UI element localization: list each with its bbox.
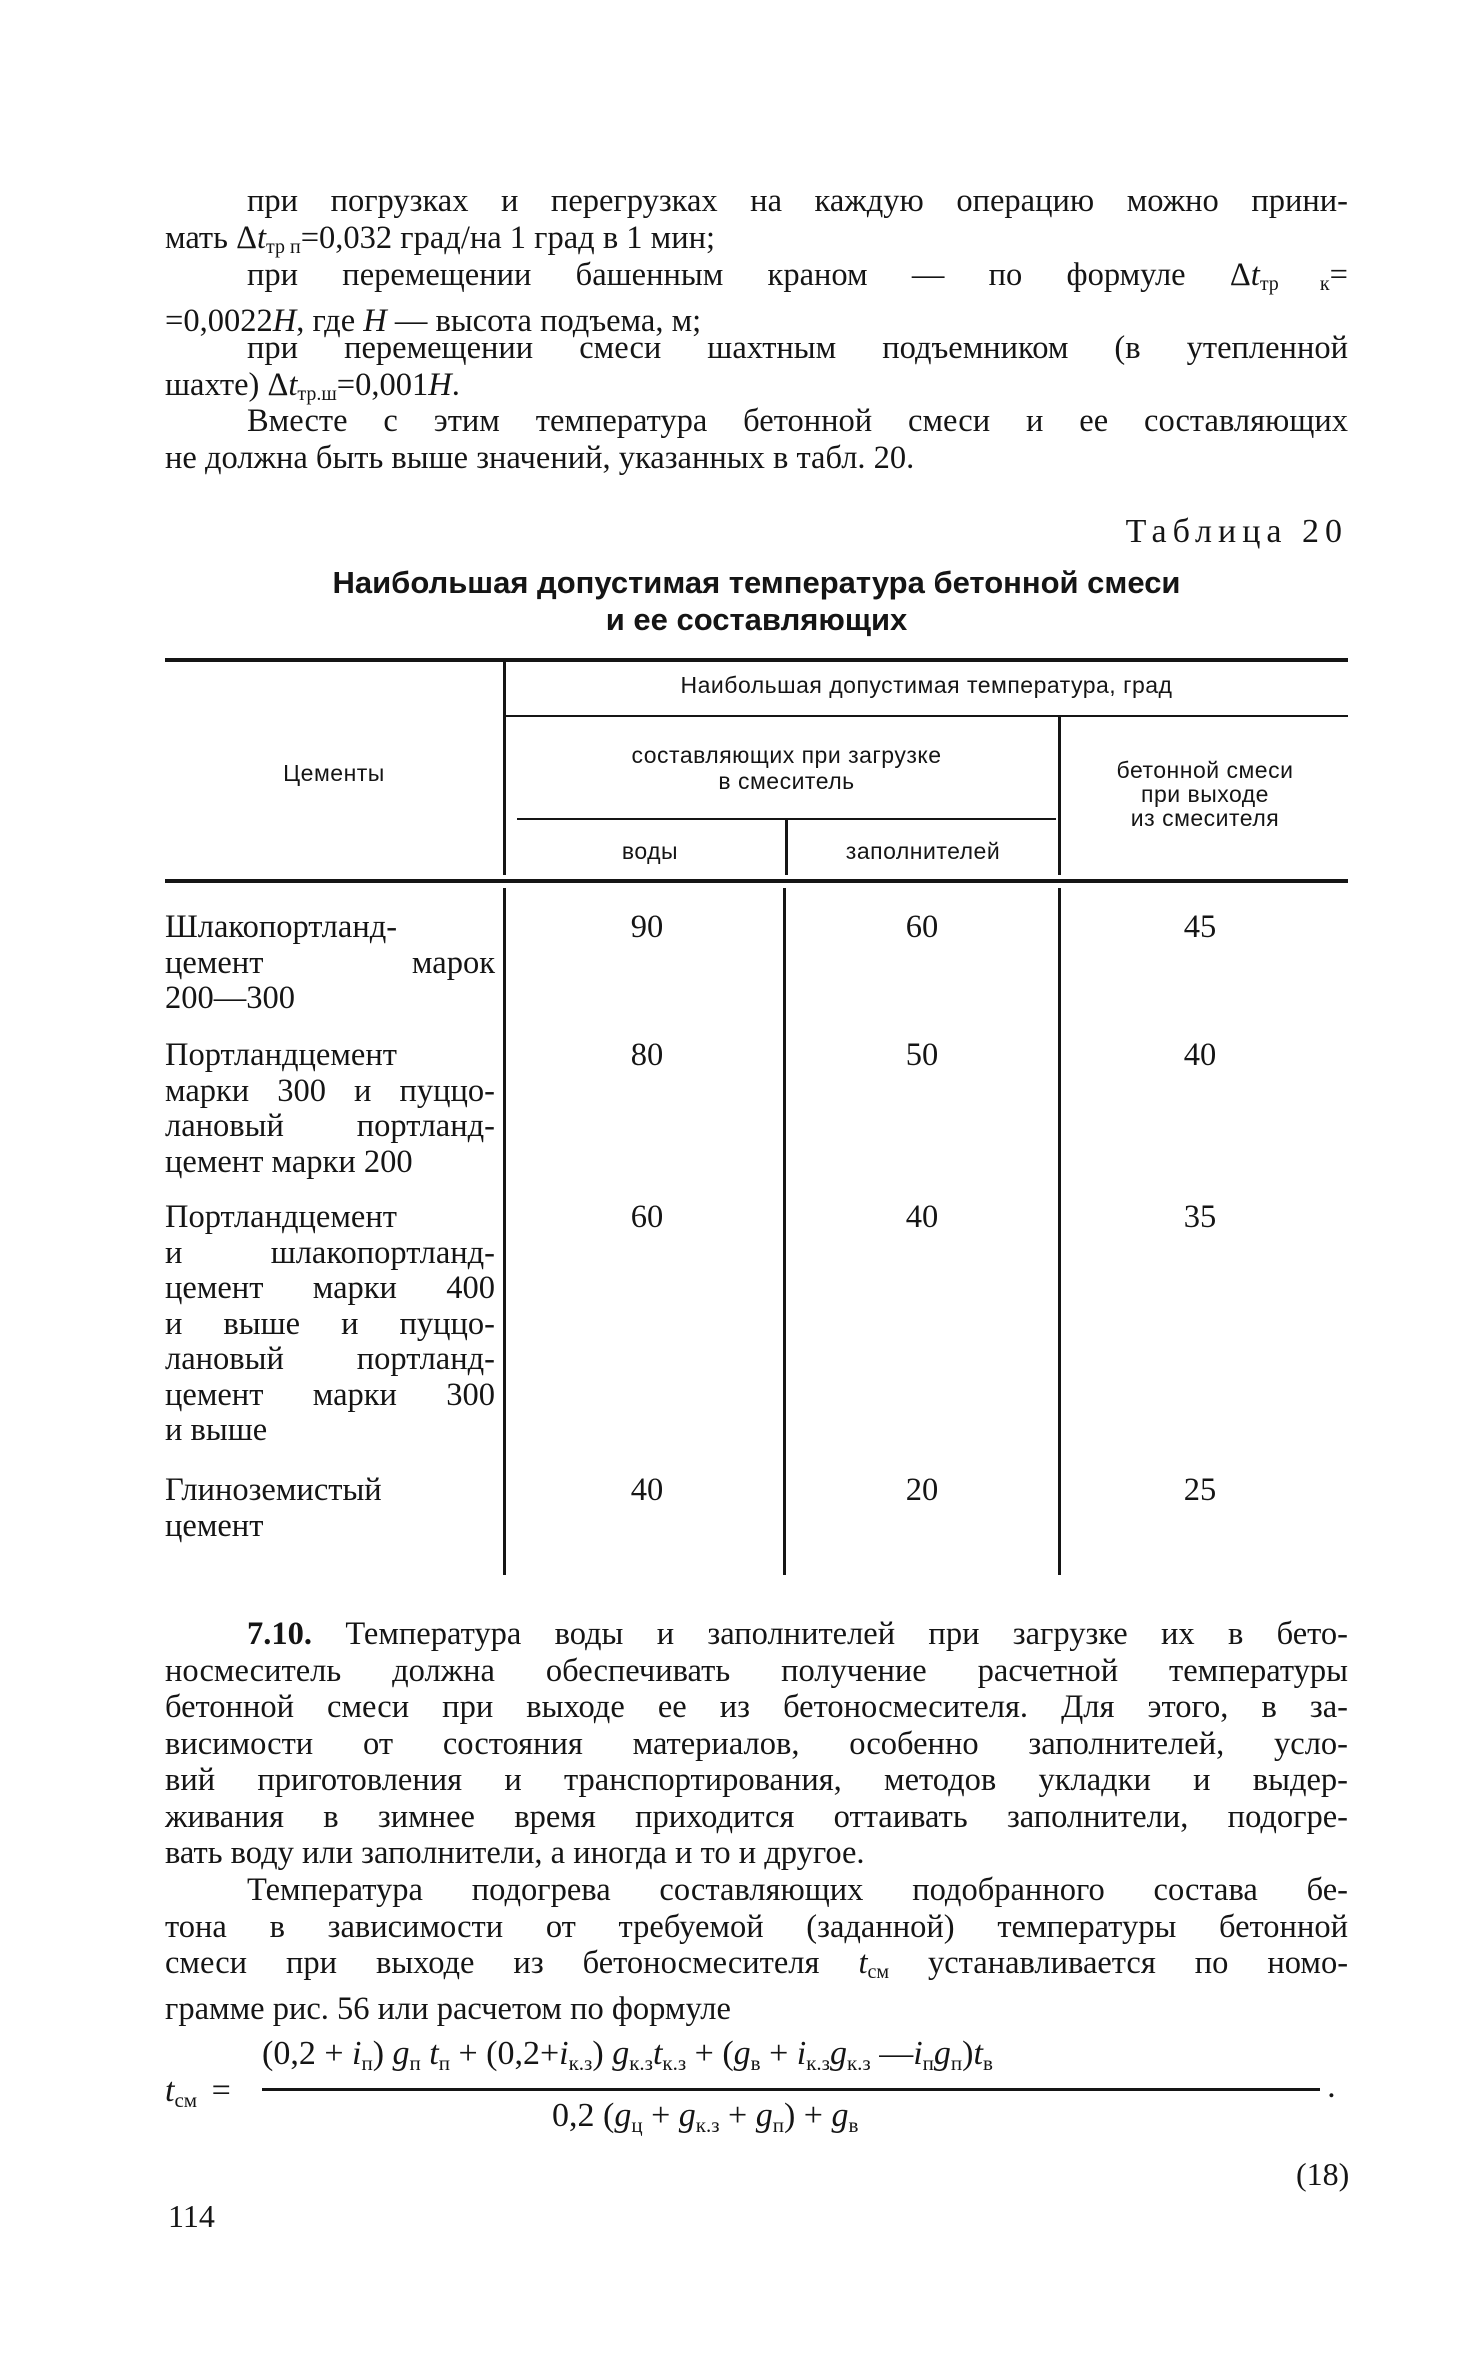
aggregates-value: 50 — [905, 1037, 939, 1073]
equation-number: (18) — [1296, 2156, 1350, 2192]
mix-value: 25 — [1183, 1472, 1217, 1508]
header-water: воды — [621, 838, 679, 864]
water-value: 90 — [630, 909, 664, 945]
formula-denominator: 0,2 (gц + gк.з + gп) + gв — [552, 2097, 859, 2137]
paragraph-loading: при погрузках и перегрузках на каждую операцию можно прини- мать $\Delta t_{тр п}=0,032$ град/на 1 град в 1 мин; — [165, 183, 1348, 258]
mix-value: 45 — [1183, 909, 1217, 945]
body-divider-water — [783, 888, 786, 1575]
table-caption: Таблица 20 — [1125, 513, 1348, 550]
fraction-bar — [262, 2088, 1320, 2091]
paragraph-shaft-lift: при перемещении смеси шахтным подъемником (в утепленной шахте) $\Delta t_{тр.ш}=0,001H$. — [165, 330, 1348, 405]
table-top-rule — [165, 658, 1348, 662]
header-rule-1 — [505, 715, 1348, 717]
header-cements: Цементы — [283, 760, 385, 786]
formula-numerator: (0,2 + iп) gп tп + (0,2+iк.з) gк.зtк.з + (gв + iк.зgк.з —iпgп)tв — [262, 2035, 993, 2075]
cement-cell: Портландцемент и шлакопортланд- цемент марки 400 и выше и пуццо- лановый портланд- цемент марки 300 и выше — [165, 1199, 495, 1448]
section-number: 7.10. — [247, 1616, 312, 1652]
body-divider-aggregates — [1058, 888, 1061, 1575]
paragraph-heating: Температура подогрева составляющих подобранного состава бе- тона в зависимости от требуемой (заданной) температуры бетонной смеси при выходе из бетоносмесителя $t_{см}$ устанавливается по номо- грамме рис. 56 или расчетом по формуле — [165, 1872, 1349, 2027]
body-divider-cements — [503, 888, 506, 1575]
header-divider-water — [785, 820, 788, 875]
section-7-10: 7.10. Температура воды и заполнителей при загрузке их в бето- носмеситель должна обеспечивать получение расчетной температуры бетонной смеси при выходе ее из бетоносмесителя. Для этого, в за- висимости от состояния материалов, особенно заполнителей, усло- вий приготовления и транспортирования, методов укладки и выдер- живания в зимнее время приходится оттаивать заполнители, подогре- вать воду или заполнители, а иногда и то и другое. — [165, 1616, 1348, 1871]
water-value: 40 — [630, 1472, 664, 1508]
water-value: 80 — [630, 1037, 664, 1073]
aggregates-value: 20 — [905, 1472, 939, 1508]
water-value: 60 — [630, 1199, 664, 1235]
cement-cell: Глиноземистый цемент — [165, 1472, 382, 1544]
header-max-temperature: Наибольшая допустимая температура, град — [680, 672, 1173, 698]
mix-value: 35 — [1183, 1199, 1217, 1235]
cement-cell: Шлакопортланд- цемент марок 200—300 — [165, 909, 495, 1016]
formula-dot: . — [1328, 2068, 1337, 2105]
paragraph-table-reference: Вместе с этим температура бетонной смеси и ее составляющих не должна быть выше значений, указанных в табл. 20. — [165, 403, 1348, 476]
paragraph-tower-crane: при перемещении башенным краном — по формуле $\Delta t_{тр к}=$ =0,0022H, где H — высота подъема, м; — [165, 257, 1348, 339]
header-aggregates: заполнителей — [845, 838, 1001, 864]
page-number: 114 — [168, 2198, 215, 2234]
table-title: Наибольшая допустимая температура бетонной смеси и ее составляющих — [332, 565, 1181, 637]
header-components: составляющих при загрузке в смеситель — [631, 742, 942, 794]
header-bottom-rule — [165, 879, 1348, 883]
header-divider-mix — [1058, 717, 1061, 875]
header-mix: бетонной смеси при выходе из смесителя — [1116, 757, 1294, 831]
aggregates-value: 60 — [905, 909, 939, 945]
formula-lhs: tсм = — [165, 2072, 231, 2112]
cement-cell: Портландцемент марки 300 и пуццо- лановый портланд- цемент марки 200 — [165, 1037, 495, 1180]
aggregates-value: 40 — [905, 1199, 939, 1235]
mix-value: 40 — [1183, 1037, 1217, 1073]
